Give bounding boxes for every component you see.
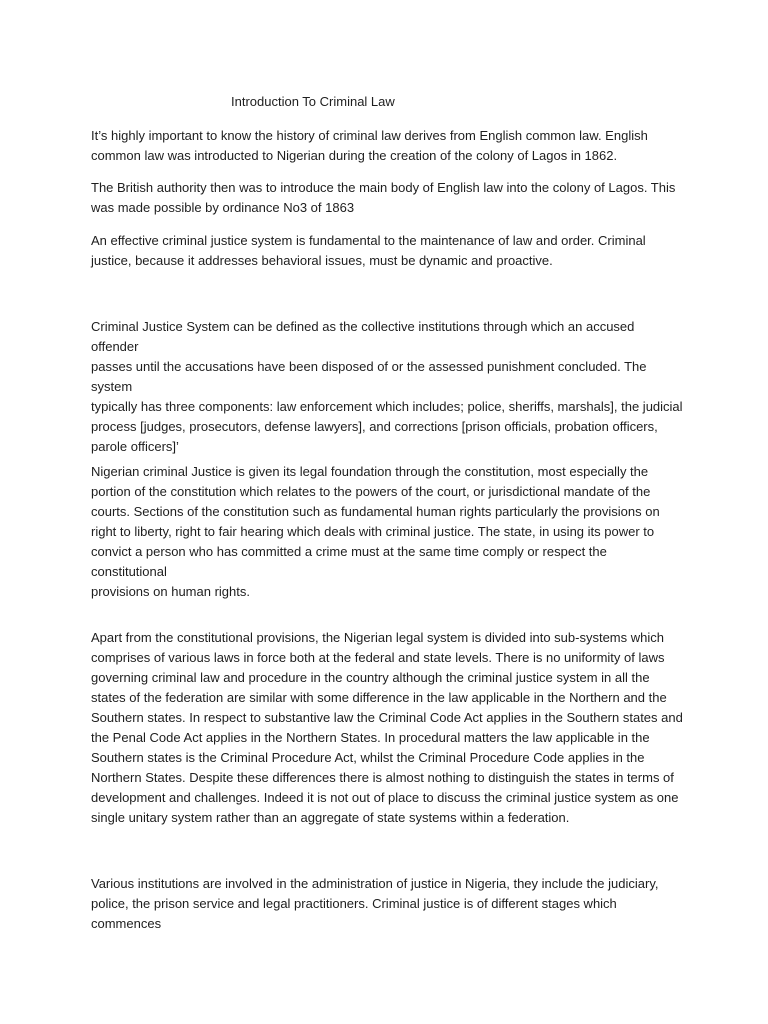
- paragraph-legal-foundation: Nigerian criminal Justice is given its legal foundation through the constitution, most especially the portion of the constitution which relates to the powers of the court, or jurisdictional mandate of the courts. Sections of the constitution such as fundamental human rights particularly the provisions on right to liberty, right to fair hearing which deals with criminal justice. The state, in using its power to convict a person who has committed a crime must at the same time comply or respect the constitutional provisions on human rights.: [91, 464, 660, 599]
- paragraph-sub-systems: Apart from the constitutional provisions, the Nigerian legal system is divided into sub-systems which comprises of various laws in force both at the federal and state levels. There is no uniformity of laws governing criminal law and procedure in the country although the criminal justice system in all the states of the federation are similar with some difference in the law applicable in the Northern and the Southern states. In respect to substantive law the Criminal Code Act applies in the Southern states and the Penal Code Act applies in the Northern States. In procedural matters the law applicable in the Southern states is the Criminal Procedure Act, whilst the Criminal Procedure Code applies in the Northern States. Despite these differences there is almost nothing to distinguish the states in terms of development and challenges. Indeed it is not out of place to discuss the criminal justice system as one single unitary system rather than an aggregate of state systems within a federation.: [91, 630, 683, 825]
- paragraph-effective-system: An effective criminal justice system is fundamental to the maintenance of law and order. Criminal justice, because it addresses behavioral issues, must be dynamic and proactive.: [91, 233, 646, 268]
- document-title: Introduction To Criminal Law: [231, 94, 395, 109]
- paragraph-history: It’s highly important to know the history of criminal law derives from English common law. English common law was introducted to Nigerian during the creation of the colony of Lagos in 1862.: [91, 128, 648, 163]
- paragraph-british-authority: The British authority then was to introduce the main body of English law into the colony of Lagos. This was made possible by ordinance No3 of 1863: [91, 180, 676, 215]
- paragraph-system-definition: Criminal Justice System can be defined as the collective institutions through which an accused offender passes until the accusations have been disposed of or the assessed punishment concluded. The system typically has three components: law enforcement which includes; police, sheriffs, marshals], the judicial process [judges, prosecutors, defense lawyers], and corrections [prison officials, probation officers, parole officers]’: [91, 319, 683, 454]
- paragraph-institutions: Various institutions are involved in the administration of justice in Nigeria, they include the judiciary, police, the prison service and legal practitioners. Criminal justice is of different stages which commences: [91, 876, 659, 931]
